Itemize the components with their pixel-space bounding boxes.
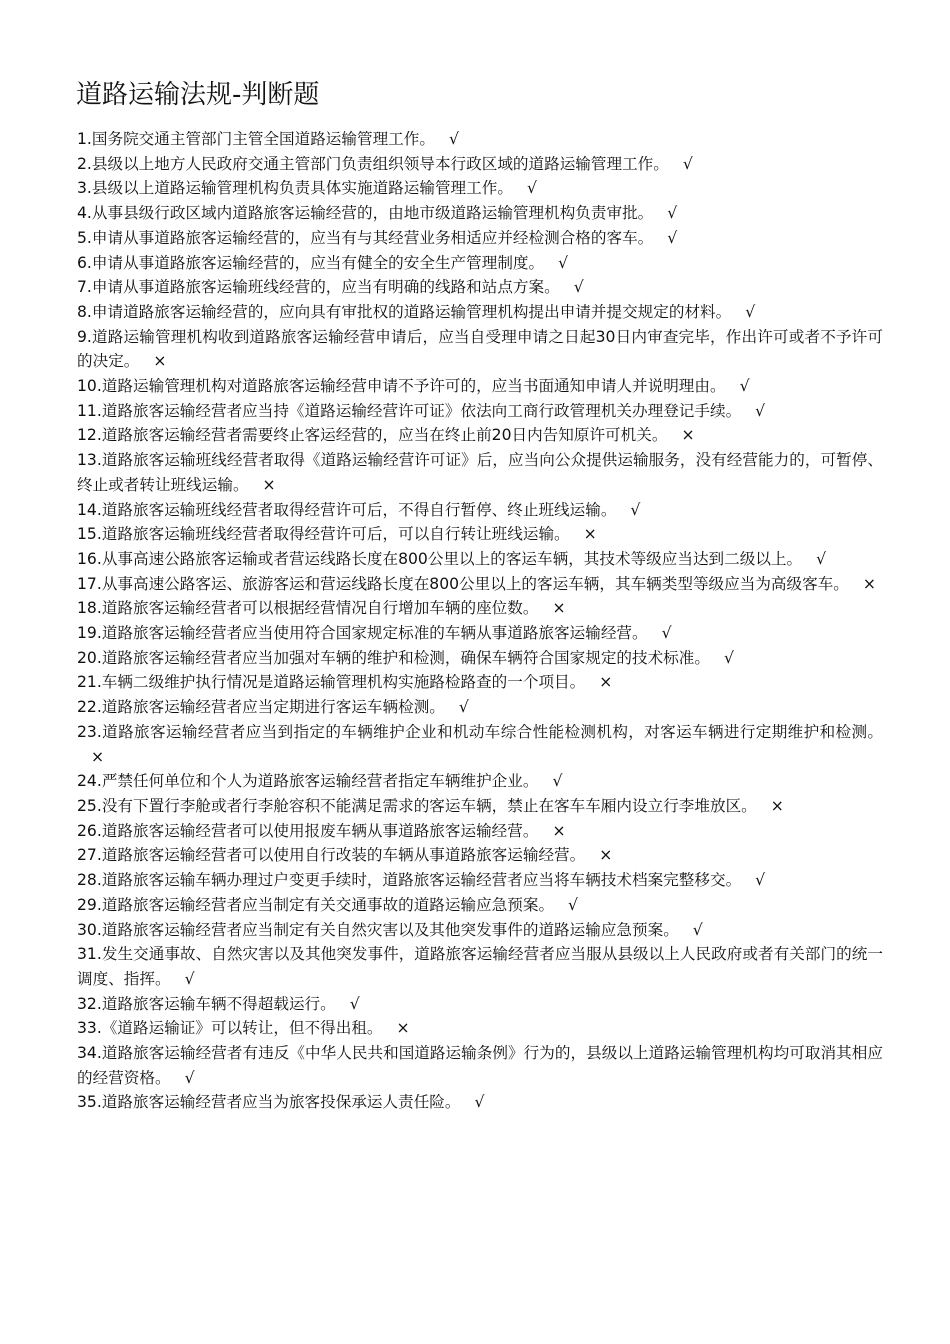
- question-text: 道路旅客运输经营者应当使用符合国家规定标准的车辆从事道路旅客运输经营。: [101, 624, 648, 643]
- question-number: 8.: [77, 302, 92, 321]
- answer-mark: √: [458, 698, 469, 717]
- answer-mark: √: [661, 624, 672, 643]
- question-number: 15.: [77, 525, 102, 544]
- answer-mark: ×: [262, 475, 276, 494]
- question-number: 27.: [77, 846, 102, 865]
- answer-mark: √: [667, 204, 678, 223]
- question-text: 从事县级行政区域内道路旅客运输经营的，由地市级道路运输管理机构负责审批。: [91, 204, 654, 223]
- question-item: [77, 127, 883, 152]
- question-item: [77, 300, 883, 325]
- question-item: [77, 794, 883, 819]
- question-number: 35.: [77, 1093, 102, 1112]
- question-item: [77, 893, 883, 918]
- question-item: [77, 843, 883, 868]
- question-item: [77, 1090, 883, 1115]
- question-item: [77, 201, 883, 226]
- question-item: [77, 646, 883, 671]
- question-text: 道路旅客运输经营者应当加强对车辆的维护和检测，确保车辆符合国家规定的技术标准。: [101, 648, 710, 667]
- question-number: 25.: [77, 796, 102, 815]
- question-text: 申请从事道路旅客运输班线经营的，应当有明确的线路和站点方案。: [91, 278, 560, 297]
- answer-mark: ×: [599, 673, 613, 692]
- question-number: 14.: [77, 500, 102, 519]
- question-number: 18.: [77, 599, 102, 618]
- answer-mark: √: [739, 377, 750, 396]
- answer-mark: √: [474, 1093, 485, 1112]
- question-number: 26.: [77, 821, 102, 840]
- question-text: 道路旅客运输经营者应当定期进行客运车辆检测。: [101, 698, 445, 717]
- question-text: 从事高速公路旅客运输或者营运线路长度在800公里以上的客运车辆，其技术等级应当达到二级以上。: [101, 549, 803, 568]
- answer-mark: √: [526, 179, 537, 198]
- question-list: [77, 127, 883, 1115]
- question-text: 县级以上地方人民政府交通主管部门负责组织领导本行政区域的道路运输管理工作。: [91, 154, 669, 173]
- question-number: 1.: [77, 130, 92, 148]
- question-number: 11.: [77, 401, 102, 420]
- question-number: 13.: [77, 451, 102, 470]
- document-title: 道路运输法规-判断题: [76, 80, 320, 110]
- question-text: 道路旅客运输经营者应当到指定的车辆维护企业和机动车综合性能检测机构，对客运车辆进行定期维护和检测。: [101, 722, 883, 741]
- question-item: [77, 547, 883, 572]
- question-item: [77, 621, 883, 646]
- question-text: 道路运输管理机构对道路旅客运输经营申请不予许可的，应当书面通知申请人并说明理由。: [101, 377, 726, 396]
- answer-mark: ×: [599, 846, 613, 865]
- question-number: 33.: [77, 1019, 102, 1038]
- answer-mark: √: [349, 994, 360, 1013]
- question-number: 30.: [77, 920, 102, 939]
- question-number: 22.: [77, 698, 102, 717]
- question-number: 7.: [77, 278, 92, 297]
- answer-mark: √: [723, 648, 734, 667]
- question-item: [77, 226, 883, 251]
- question-number: 9.: [77, 327, 92, 346]
- question-item: [77, 423, 883, 448]
- question-number: 28.: [77, 871, 102, 890]
- answer-mark: √: [682, 154, 693, 173]
- question-item: [77, 399, 883, 424]
- question-text: 申请从事道路旅客运输经营的，应当有健全的安全生产管理制度。: [91, 253, 545, 272]
- question-text: 道路旅客运输经营者可以使用报废车辆从事道路旅客运输经营。: [101, 821, 539, 840]
- answer-mark: √: [816, 549, 827, 568]
- answer-mark: √: [745, 302, 756, 321]
- question-number: 5.: [77, 228, 92, 247]
- question-text: 《道路运输证》可以转让，但不得出租。: [101, 1019, 383, 1038]
- question-number: 19.: [77, 624, 102, 643]
- question-text: 道路旅客运输经营者应当制定有关交通事故的道路运输应急预案。: [101, 895, 555, 914]
- answer-mark: √: [755, 401, 766, 420]
- answer-mark: ×: [862, 574, 876, 593]
- question-text: 申请从事道路旅客运输经营的，应当有与其经营业务相适应并经检测合格的客车。: [91, 228, 654, 247]
- question-item: [77, 152, 883, 177]
- question-item: [77, 572, 883, 597]
- question-item: [77, 1041, 883, 1090]
- answer-mark: ×: [552, 821, 566, 840]
- question-number: 4.: [77, 204, 92, 223]
- question-text: 道路旅客运输经营者可以根据经营情况自行增加车辆的座位数。: [101, 599, 539, 618]
- question-text: 道路运输管理机构收到道路旅客运输经营申请后，应当自受理申请之日起30日内审查完毕，作出许可或者不予许可的决定。: [77, 327, 883, 371]
- answer-mark: √: [692, 920, 703, 939]
- question-number: 3.: [77, 179, 92, 198]
- question-item: [77, 720, 883, 769]
- question-text: 道路旅客运输经营者应当为旅客投保承运人责任险。: [101, 1093, 461, 1112]
- question-text: 国务院交通主管部门主管全国道路运输管理工作。: [91, 130, 435, 148]
- question-text: 严禁任何单位和个人为道路旅客运输经营者指定车辆维护企业。: [101, 772, 539, 791]
- question-number: 12.: [77, 426, 102, 445]
- question-item: [77, 819, 883, 844]
- question-item: [77, 868, 883, 893]
- answer-mark: √: [448, 130, 459, 148]
- question-item: [77, 498, 883, 523]
- question-text: 道路旅客运输班线经营者取得经营许可后，不得自行暂停、终止班线运输。: [101, 500, 617, 519]
- answer-mark: √: [755, 871, 766, 890]
- question-text: 发生交通事故、自然灾害以及其他突发事件，道路旅客运输经营者应当服从县级以上人民政府或者有关部门的统一调度、指挥。: [77, 945, 883, 988]
- question-number: 24.: [77, 772, 102, 791]
- question-item: [77, 251, 883, 276]
- question-text: 道路旅客运输经营者应当持《道路运输经营许可证》依法向工商行政管理机关办理登记手续。: [101, 401, 742, 420]
- question-item: [77, 448, 883, 497]
- answer-mark: ×: [681, 426, 695, 445]
- question-item: [77, 275, 883, 300]
- question-item: [77, 942, 883, 991]
- question-text: 道路旅客运输经营者有违反《中华人民共和国道路运输条例》行为的，县级以上道路运输管理机构均可取消其相应的经营资格。: [77, 1044, 883, 1087]
- answer-mark: √: [568, 895, 578, 914]
- question-number: 32.: [77, 994, 102, 1013]
- answer-mark: ×: [153, 352, 167, 371]
- question-number: 20.: [77, 648, 102, 667]
- answer-mark: √: [558, 253, 569, 272]
- question-number: 2.: [77, 154, 92, 173]
- answer-mark: ×: [770, 796, 784, 815]
- question-text: 道路旅客运输经营者需要终止客运经营的，应当在终止前20日内告知原许可机关。: [101, 426, 668, 445]
- question-text: 道路旅客运输班线经营者取得《道路运输经营许可证》后，应当向公众提供运输服务，没有经营能力的，可暂停、终止或者转让班线运输。: [77, 451, 883, 494]
- answer-mark: √: [630, 500, 641, 519]
- question-text: 道路旅客运输车辆办理过户变更手续时，道路旅客运输经营者应当将车辆技术档案完整移交。: [101, 871, 742, 890]
- answer-mark: √: [573, 278, 584, 297]
- question-item: [77, 522, 883, 547]
- question-number: 21.: [77, 673, 102, 692]
- question-text: 车辆二级维护执行情况是道路运输管理机构实施路检路查的一个项目。: [101, 673, 586, 692]
- question-text: 道路旅客运输经营者可以使用自行改装的车辆从事道路旅客运输经营。: [101, 846, 586, 865]
- question-number: 29.: [77, 895, 102, 914]
- question-text: 道路旅客运输车辆不得超载运行。: [101, 994, 336, 1013]
- answer-mark: ×: [91, 747, 105, 766]
- question-number: 34.: [77, 1044, 102, 1063]
- question-item: [77, 374, 883, 399]
- question-item: [77, 176, 883, 201]
- answer-mark: √: [184, 1068, 195, 1087]
- question-item: [77, 918, 883, 943]
- question-text: 道路旅客运输经营者应当制定有关自然灾害以及其他突发事件的道路运输应急预案。: [101, 920, 679, 939]
- question-number: 17.: [77, 574, 102, 593]
- question-item: [77, 1016, 883, 1041]
- question-number: 6.: [77, 253, 92, 272]
- question-item: [77, 992, 883, 1017]
- question-number: 31.: [77, 945, 102, 964]
- question-text: 县级以上道路运输管理机构负责具体实施道路运输管理工作。: [91, 179, 513, 198]
- question-item: [77, 769, 883, 794]
- question-item: [77, 596, 883, 621]
- question-number: 23.: [77, 722, 102, 741]
- question-number: 16.: [77, 549, 102, 568]
- question-text: 道路旅客运输班线经营者取得经营许可后，可以自行转让班线运输。: [101, 525, 570, 544]
- question-item: [77, 695, 883, 720]
- answer-mark: ×: [396, 1019, 410, 1038]
- question-text: 申请道路旅客运输经营的，应向具有审批权的道路运输管理机构提出申请并提交规定的材料。: [91, 302, 732, 321]
- question-text: 没有下置行李舱或者行李舱容积不能满足需求的客运车辆，禁止在客车车厢内设立行李堆放区。: [101, 796, 757, 815]
- question-number: 10.: [77, 377, 102, 396]
- question-item: [77, 325, 883, 374]
- answer-mark: √: [667, 228, 678, 247]
- answer-mark: √: [184, 969, 195, 988]
- answer-mark: ×: [583, 525, 597, 544]
- answer-mark: √: [552, 772, 563, 791]
- answer-mark: ×: [552, 599, 566, 618]
- question-text: 从事高速公路客运、旅游客运和营运线路长度在800公里以上的客运车辆，其车辆类型等级应当为高级客车。: [101, 574, 849, 593]
- question-item: [77, 670, 883, 695]
